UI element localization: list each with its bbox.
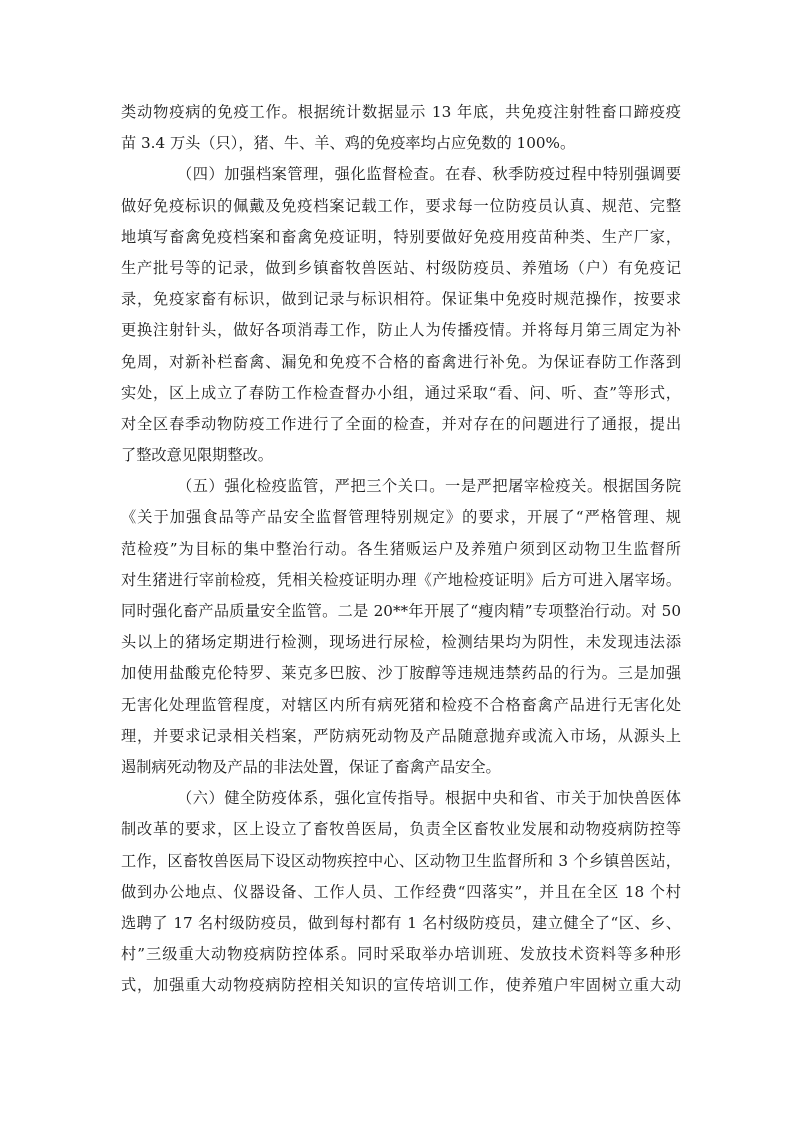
text-line: 生产批号等的记录，做到乡镇畜牧兽医站、村级防疫员、养殖场（户）有免疫记 [121, 258, 681, 277]
text-line: 工作，区畜牧兽医局下设区动物疾控中心、区动物卫生监督所和 3 个乡镇兽医站， [121, 851, 681, 870]
text-line: 加使用盐酸克伦特罗、莱克多巴胺、沙丁胺醇等违规违禁药品的行为。三是加强 [121, 664, 681, 683]
text-line: （五）强化检疫监管，严把三个关口。一是严把屠宰检疫关。根据国务院 [177, 477, 681, 496]
text-line: 遏制病死动物及产品的非法处置，保证了畜禽产品安全。 [121, 757, 501, 776]
text-line: （六）健全防疫体系，强化宣传指导。根据中央和省、市关于加快兽医体 [177, 789, 681, 808]
text-line: 录，免疫家畜有标识，做到记录与标识相符。保证集中免疫时规范操作，按要求 [121, 290, 681, 309]
text-line: 无害化处理监管程度，对辖区内所有病死猪和检疫不合格畜禽产品进行无害化处 [121, 695, 681, 714]
text-line: （四）加强档案管理，强化监督检查。在春、秋季防疫过程中特别强调要 [177, 165, 681, 184]
text-line: 范检疫”为目标的集中整治行动。各生猪贩运户及养殖户须到区动物卫生监督所 [121, 539, 681, 558]
text-line: 《关于加强食品等产品安全监督管理特别规定》的要求，开展了“严格管理、规 [121, 508, 681, 527]
body-text [121, 97, 681, 1001]
text-line: 地填写畜禽免疫档案和畜禽免疫证明，特别要做好免疫用疫苗种类、生产厂家， [121, 227, 681, 246]
text-line: 实处，区上成立了春防工作检查督办小组，通过采取“看、问、听、查”等形式， [121, 383, 681, 402]
text-line: 式，加强重大动物疫病防控相关知识的宣传培训工作，使养殖户牢固树立重大动 [121, 976, 681, 995]
text-line: 做好免疫标识的佩戴及免疫档案记载工作，要求每一位防疫员认真、规范、完整 [121, 196, 681, 215]
text-line: 免周，对新补栏畜禽、漏免和免疫不合格的畜禽进行补免。为保证春防工作落到 [121, 352, 681, 371]
text-line: 做到办公地点、仪器设备、工作人员、工作经费“四落实”，并且在全区 18 个村 [121, 882, 681, 901]
text-line: 制改革的要求，区上设立了畜牧兽医局，负责全区畜牧业发展和动物疫病防控等 [121, 820, 681, 839]
text-line: 了整改意见限期整改。 [121, 446, 273, 465]
text-line: 理，并要求记录相关档案，严防病死动物及产品随意抛弃或流入市场，从源头上 [121, 726, 681, 745]
text-line: 对全区春季动物防疫工作进行了全面的检查，并对存在的问题进行了通报，提出 [121, 414, 681, 433]
text-line: 更换注射针头，做好各项消毒工作，防止人为传播疫情。并将每月第三周定为补 [121, 321, 681, 340]
text-line: 选聘了 17 名村级防疫员，做到每村都有 1 名村级防疫员，建立健全了“区、乡、 [121, 913, 681, 932]
text-line: 村”三级重大动物疫病防控体系。同时采取举办培训班、发放技术资料等多种形 [121, 945, 681, 964]
text-line: 头以上的猪场定期进行检测，现场进行尿检，检测结果均为阴性，未发现违法添 [121, 633, 681, 652]
text-line: 对生猪进行宰前检疫，凭相关检疫证明办理《产地检疫证明》后方可进入屠宰场。 [121, 570, 681, 589]
text-line: 同时强化畜产品质量安全监管。二是 20**年开展了“瘦肉精”专项整治行动。对 50 [121, 602, 681, 620]
text-line: 类动物疫病的免疫工作。根据统计数据显示 13 年底，共免疫注射牲畜口蹄疫疫 [121, 103, 681, 121]
text-line: 苗 3.4 万头（只），猪、牛、羊、鸡的免疫率均占应免数的 100%。 [121, 134, 576, 153]
